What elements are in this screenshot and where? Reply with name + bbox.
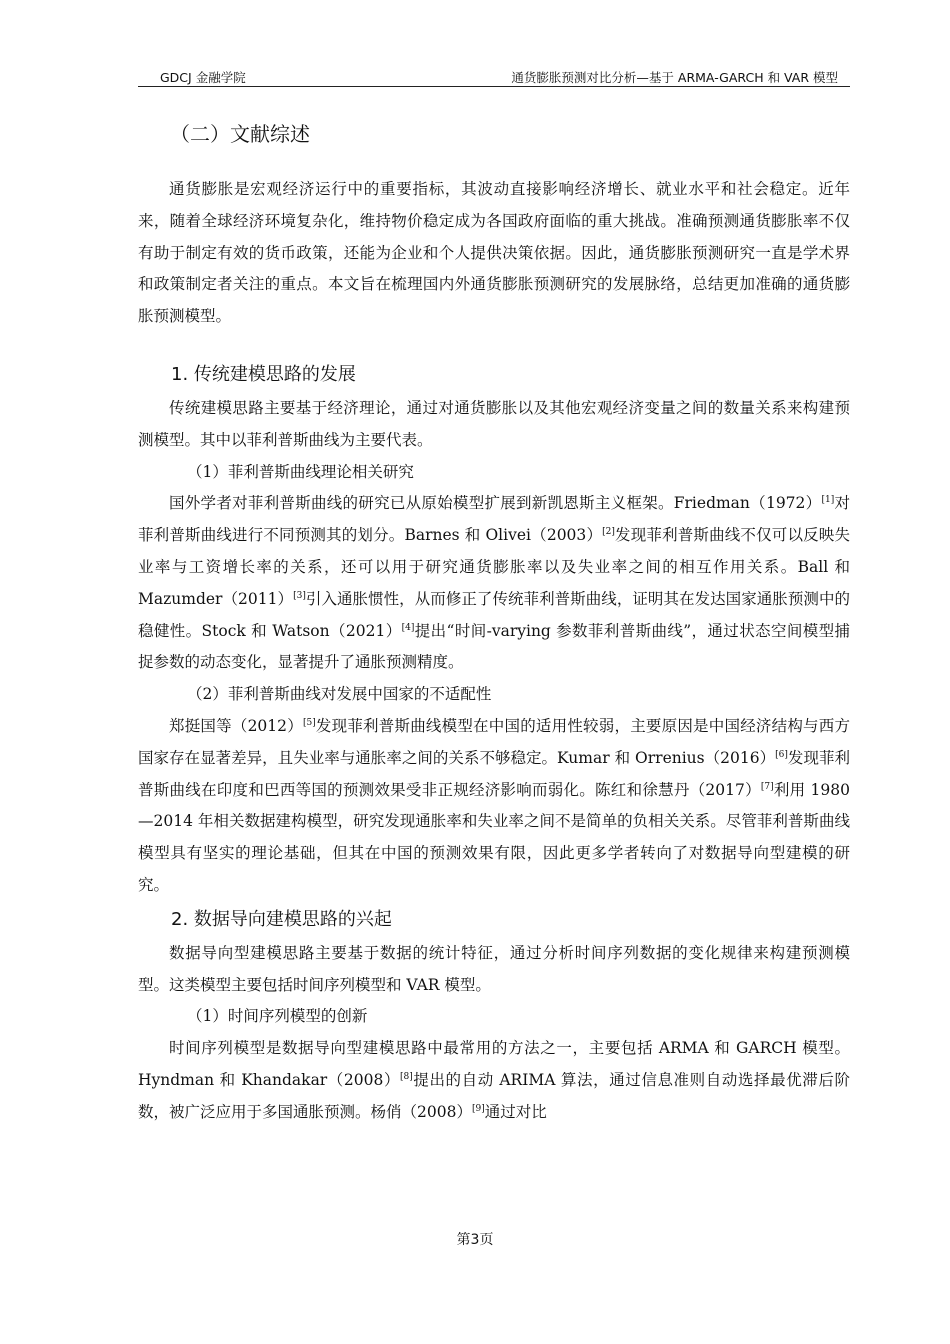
page-number: 第3页: [456, 1232, 494, 1248]
citation-ref: [7]: [760, 781, 774, 792]
text-run: 提出“时间-varying 参数菲利普斯曲线”，通过状态空间模型捕捉参数的动态变化，显著提升了通胀预测精度。: [138, 621, 850, 672]
citation-ref: [5]: [302, 717, 316, 728]
s1-intro-paragraph: 传统建模思路主要基于经济理论，通过对通货膨胀以及其他宏观经济变量之间的数量关系来构建预测模型。其中以菲利普斯曲线为主要代表。: [138, 398, 850, 449]
header-rule: [138, 86, 850, 87]
header-left-text: GDCJ 金融学院: [160, 70, 246, 85]
section-title: （二）文献综述: [170, 122, 310, 146]
citation-ref: [2]: [602, 527, 615, 538]
s1-sub2-title: （2）菲利普斯曲线对发展中国家的不适配性: [187, 685, 492, 704]
text-run: 时间序列模型是数据导向型建模思路中最常用的方法之一，主要包括 ARMA 和 GARCH 模型。Hyndman 和 Khandakar（2008）: [138, 1039, 850, 1089]
text-run: 发现菲利普斯曲线在印度和巴西等国的预测效果受非正规经济影响而弱化。陈红和徐慧丹（2017）: [138, 748, 850, 799]
text-run: 发现菲利普斯曲线模型在中国的适用性较弱，主要原因是中国经济结构与西方国家存在显著差异，且失业率与通胀率之间的关系不够稳定。Kumar 和 Orrenius（2016）: [138, 716, 850, 767]
citation-ref: [6]: [775, 749, 788, 760]
s2-sub1-title: （1）时间序列模型的创新: [187, 1007, 368, 1026]
text-run: 对菲利普斯曲线进行不同预测其的划分。Barnes 和 Olivei（2003）: [138, 494, 850, 545]
citation-ref: [8]: [400, 1071, 413, 1082]
header-right-text: 通货膨胀预测对比分析—基于 ARMA-GARCH 和 VAR 模型: [511, 70, 838, 85]
text-run: 发现菲利普斯曲线不仅可以反映失业率与工资增长率的关系，还可以用于研究通货膨胀率以及失业率之间的相互作用关系。Ball 和 Mazumder（2011）: [138, 526, 850, 608]
s2-intro-paragraph: 数据导向型建模思路主要基于数据的统计特征，通过分析时间序列数据的变化规律来构建预测模型。这类模型主要包括时间序列模型和 VAR 模型。: [138, 943, 850, 994]
page-header: [138, 68, 850, 88]
text-run: 利用 1980—2014 年相关数据建构模型，研究发现通胀率和失业率之间不是简单的负相关关系。尽管菲利普斯曲线模型具有坚实的理论基础，但其在中国的预测效果有限，因此更多学者转向了对数据导向型建模的研究。: [138, 780, 851, 894]
s1-sub1-paragraph: [138, 488, 850, 679]
s1-sub2-paragraph: [138, 711, 850, 902]
spacer: [138, 333, 850, 357]
text-run: 引入通胀惯性，从而修正了传统菲利普斯曲线，证明其在发达国家通胀预测中的稳健性。Stock 和 Watson（2021）: [138, 589, 850, 640]
text-run: 通过对比: [484, 1102, 547, 1121]
citation-ref: [1]: [821, 495, 835, 506]
subsection-title-2: 2. 数据导向建模思路的兴起: [171, 908, 392, 930]
text-run: 提出的自动 ARIMA 算法，通过信息准则自动选择最优滞后阶数，被广泛应用于多国通胀预测。杨俏（2008）: [138, 1070, 850, 1121]
spacer: [138, 156, 850, 174]
main-content: [138, 112, 850, 1129]
s2-sub1-paragraph: [138, 1033, 850, 1128]
citation-ref: [4]: [401, 622, 415, 633]
text-run: 国外学者对菲利普斯曲线的研究已从原始模型扩展到新凯恩斯主义框架。Friedman（1972）: [169, 494, 822, 513]
text-run: 郑挺国等（2012）: [169, 716, 303, 735]
citation-ref: [9]: [471, 1103, 485, 1114]
subsection-title-1: 1. 传统建模思路的发展: [171, 363, 356, 385]
intro-paragraph: 通货膨胀是宏观经济运行中的重要指标，其波动直接影响经济增长、就业水平和社会稳定。近年来，随着全球经济环境复杂化，维持物价稳定成为各国政府面临的重大挑战。准确预测通货膨胀率不仅有助于制定有效的货币政策，还能为企业和个人提供决策依据。因此，通货膨胀预测研究一直是学术界和政策制定者关注的重点。本文旨在梳理国内外通货膨胀预测研究的发展脉络，总结更加准确的通货膨胀预测模型。: [138, 180, 850, 326]
citation-ref: [3]: [293, 590, 306, 601]
s1-sub1-title: （1）菲利普斯曲线理论相关研究: [187, 462, 414, 481]
